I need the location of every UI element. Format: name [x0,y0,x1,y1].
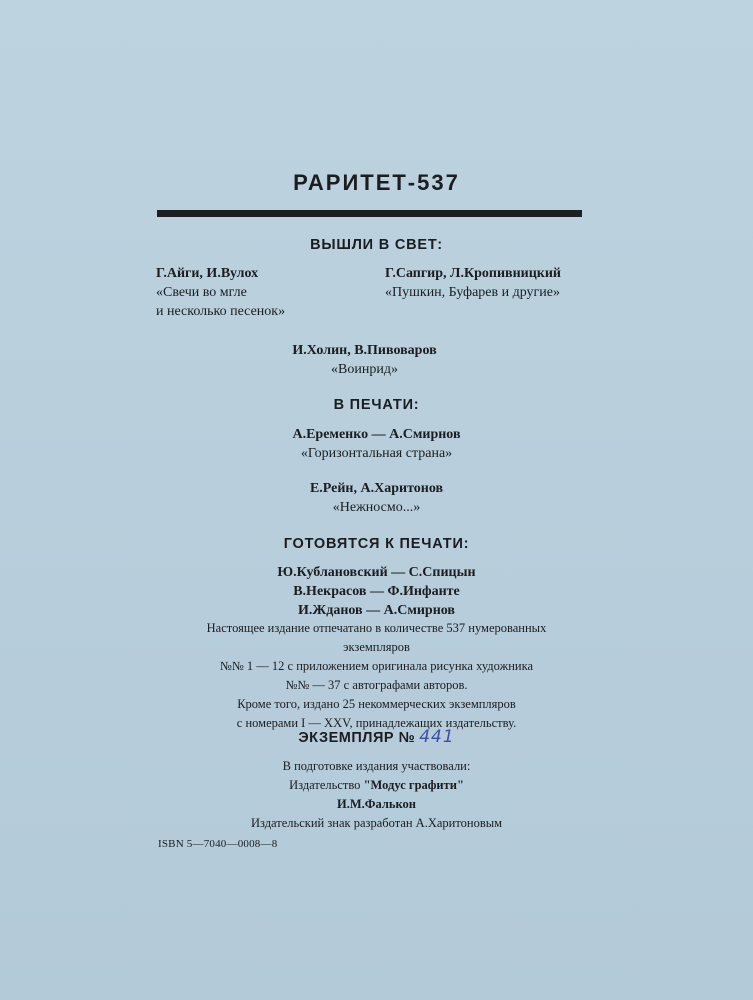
work-title: и несколько песенок» [156,304,286,319]
author-name: А.Еременко — А.Смирнов [292,427,461,442]
in-print-entry [0,425,753,463]
edition-note-line: с номерами I — XXV, принадлежащих издательству. [236,716,517,730]
work-title: «Пушкин, Буфарев и другие» [385,285,561,300]
edition-note-line: Настоящее издание отпечатано в количестве 537 нумерованных [206,621,547,635]
published-heading: ВЫШЛИ В СВЕТ: [310,237,443,253]
author-name: Г.Айги, И.Вулох [156,266,259,281]
copy-number-handwritten: 441 [419,727,455,747]
author-pair: Ю.Кублановский — С.Спицын [277,565,476,580]
edition-note-line: Кроме того, издано 25 некоммерческих экземпляров [237,697,516,711]
credits-line: В подготовке издания участвовали: [282,759,471,773]
author-name: И.Холин, В.Пивоваров [292,343,437,358]
page-title: РАРИТЕТ-537 [293,170,460,195]
work-title: «Воинрид» [331,362,398,377]
edition-note-line: №№ — 37 с автографами авторов. [285,678,468,692]
credits-line [0,776,753,795]
published-left-entry [156,264,285,321]
preparing-heading: ГОТОВЯТСЯ К ПЕЧАТИ: [283,536,470,552]
published-right-entry [385,264,561,302]
copy-number-line [0,727,753,747]
preparing-list [0,563,753,620]
edition-note-line: экземпляров [343,640,410,654]
in-print-heading: В ПЕЧАТИ: [333,397,420,413]
copy-label: ЭКЗЕМПЛЯР № [298,730,416,746]
title-rule [157,210,582,217]
isbn: ISBN 5—7040—0008—8 [158,838,278,850]
credits-line: Издательский знак разработан А.Харитоновым [250,816,503,830]
work-title: «Нежносмо...» [332,500,421,515]
author-pair: И.Жданов — А.Смирнов [298,603,455,618]
published-center-entry [0,341,741,379]
work-title: «Горизонтальная страна» [300,446,453,461]
credits-line: И.М.Фалькон [337,797,416,811]
work-title: «Свечи во мгле [156,285,247,300]
credits [0,757,753,833]
in-print-entry [0,479,753,517]
edition-note [0,619,753,733]
edition-note-line: №№ 1 — 12 с приложением оригинала рисунка художника [219,659,534,673]
credits-publisher-name: "Модус графити" [363,778,464,792]
author-name: Г.Сапгир, Л.Кропивницкий [385,266,561,281]
author-name: Е.Рейн, А.Харитонов [309,481,444,496]
author-pair: В.Некрасов — Ф.Инфанте [293,584,460,599]
credits-publisher-prefix: Издательство [289,778,364,792]
